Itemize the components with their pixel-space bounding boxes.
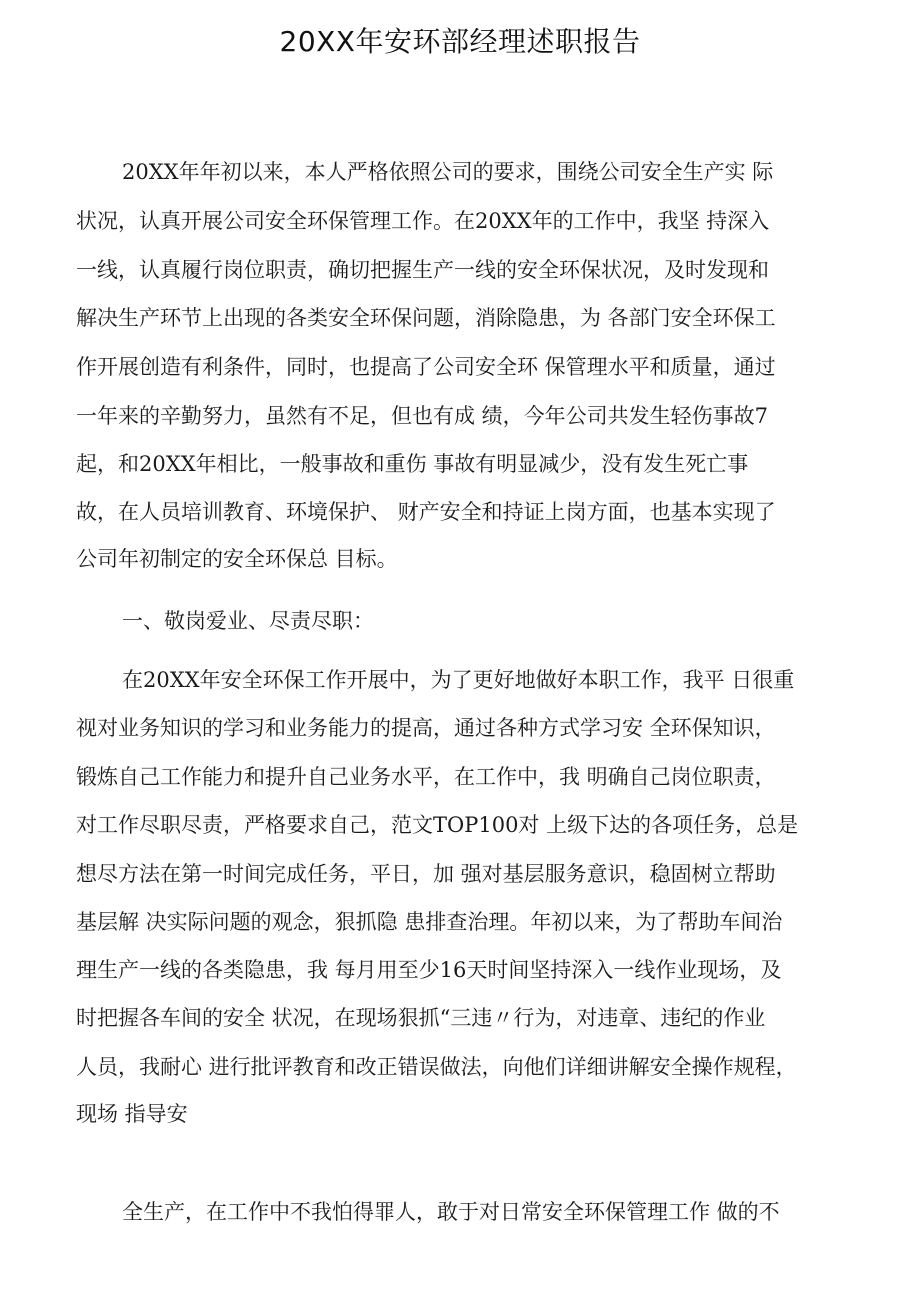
intro-line-5: 作开展创造有利条件，同时，也提高了公司安全环 保管理水平和质量，通过 [76,355,776,379]
intro-line-6: 一年来的辛勤努力，虽然有不足，但也有成 绩，今年公司共发生轻伤事故7 [76,404,769,428]
intro-line-7: 起，和20XX年相比，一般事故和重伤 事故有明显减少，没有发生死亡事 [76,452,749,476]
intro-line-1: 20XX年年初以来，本人严格依照公司的要求，围绕公司安全生产实 际 [122,160,774,184]
intro-line-8: 故，在人员培训教育、环境保护、 财产安全和持证上岗方面，也基本实现了 [76,500,776,524]
section-body-line-9: 人员，我耐心 进行批评教育和改正错误做法，向他们详细讲解安全操作规程， [76,1055,797,1079]
intro-line-2: 状况，认真开展公司安全环保管理工作。在20XX年的工作中，我坚 持深入 [76,209,770,233]
section-body-line-3: 锻炼自己工作能力和提升自己业务水平，在工作中，我 明确自己岗位职责， [76,765,776,789]
section-body-line-1: 在20XX年安全环保工作开展中，为了更好地做好本职工作，我平 日很重 [122,668,795,692]
document-title: 20XX年安环部经理述职报告 [279,25,641,58]
section-body-line-10: 现场 指导安 [76,1102,188,1126]
intro-line-4: 解决生产环节上出现的各类安全环保问题，消除隐患，为 各部门安全环保工 [76,306,776,330]
intro-line-3: 一线，认真履行岗位职责，确切把握生产一线的安全环保状况，及时发现和 [76,258,769,282]
section-body-line-6: 基层解 决实际问题的观念，狠抓隐 患排查治理。年初以来，为了帮助车间治 [76,910,783,934]
section-heading: 一、敬岗爱业、尽责尽职： [122,609,374,633]
continuation-line-1: 全生产，在工作中不我怕得罪人，敢于对日常安全环保管理工作 做的不 [122,1200,780,1224]
section-body-line-5: 想尽方法在第一时间完成任务，平日，加 强对基层服务意识，稳固树立帮助 [76,862,776,886]
intro-line-9: 公司年初制定的安全环保总 目标。 [76,547,398,571]
section-body-line-2: 视对业务知识的学习和业务能力的提高，通过各种方式学习安 全环保知识， [76,716,776,740]
section-body-line-4: 对工作尽职尽责，严格要求自己，范文TOP100对 上级下达的各项任务，总是 [76,813,799,837]
section-body-line-8: 时把握各车间的安全 状况，在现场狠抓“三违〃行为，对违章、违纪的作业 [76,1006,766,1030]
section-body-line-7: 理生产一线的各类隐患，我 每月用至少16天时间坚持深入一线作业现场，及 [76,958,782,982]
